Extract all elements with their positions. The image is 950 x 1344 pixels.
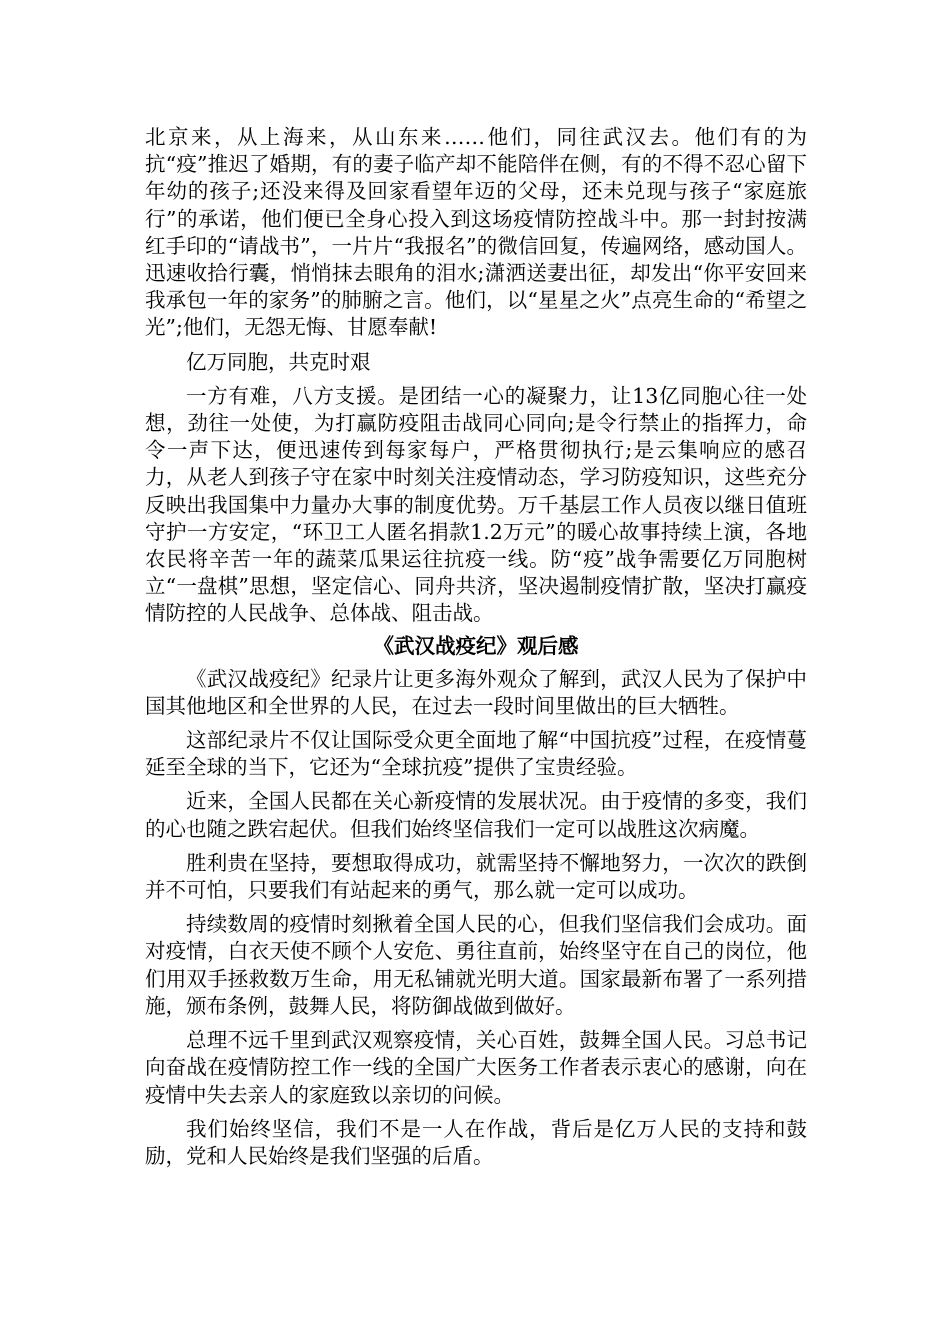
paragraph-unity: 一方有难，八方支援。是团结一心的凝聚力，让13亿同胞心往一处想，劲往一处使，为打赢防疫阻击战同心同向;是令行禁止的指挥力，命令一声下达，便迅速传到每家每户，严格贯彻执行;是云集响应的感召力，从老人到孩子守在家中时刻关注疫情动态，学习防疫知识，这些充分反映出我国集中力量办大事的制度优势。万千基层工作人员夜以继日值班守护一方安定，“环卫工人匿名捐款1.2万元”的暖心故事持续上演，各地农民将辛苦一年的蔬菜瓜果运往抗疫一线。防“疫”战争需要亿万同胞树立“一盘棋”思想，坚定信心、同舟共济，坚决遏制疫情扩散，坚决打赢疫情防控的人民战争、总体战、阻击战。 <box>145 383 807 626</box>
document-body <box>145 124 807 1177</box>
document-heading: 《武汉战疫纪》观后感 <box>373 633 579 658</box>
paragraph-4: 胜利贵在坚持，要想取得成功，就需坚持不懈地努力，一次次的跌倒并不可怕，只要我们有站起来的勇气，那么就一定可以成功。 <box>145 850 807 903</box>
paragraph-continuation: 北京来，从上海来，从山东来……他们，同往武汉去。他们有的为抗“疫”推迟了婚期，有的妻子临产却不能陪伴在侧，有的不得不忍心留下年幼的孩子;还没来得及回家看望年迈的父母，还未兑现与孩子“家庭旅行”的承诺，他们便已全身心投入到这场疫情防控战斗中。那一封封按满红手印的“请战书”，一片片“我报名”的微信回复，传遍网络，感动国人。迅速收拾行囊，悄悄抹去眼角的泪水;潇洒送妻出征，却发出“你平安回来我承包一年的家务”的肺腑之言。他们，以“星星之火”点亮生命的“希望之光”;他们，无怨无悔、甘愿奉献! <box>145 125 807 340</box>
paragraph-2: 这部纪录片不仅让国际受众更全面地了解“中国抗疫”过程，在疫情蔓延至全球的当下，它还为“全球抗疫”提供了宝贵经验。 <box>145 728 807 780</box>
paragraph-7: 我们始终坚信，我们不是一人在作战，背后是亿万人民的支持和鼓励，党和人民始终是我们坚强的后盾。 <box>145 1116 807 1168</box>
section-subtitle: 亿万同胞，共克时艰 <box>186 349 371 374</box>
paragraph-6: 总理不远千里到武汉观察疫情，关心百姓，鼓舞全国人民。习总书记向奋战在疫情防控工作一线的全国广大医务工作者表示衷心的感谢，向在疫情中失去亲人的家庭致以亲切的问候。 <box>145 1028 807 1107</box>
paragraph-5: 持续数周的疫情时刻揪着全国人民的心，但我们坚信我们会成功。面对疫情，白衣天使不顾个人安危、勇往直前，始终坚守在自己的岗位，他们用双手拯救数万生命，用无私铺就光明大道。国家最新布署了一系列措施，颁布条例，鼓舞人民，将防御战做到做好。 <box>145 912 807 1018</box>
paragraph-3: 近来，全国人民都在关心新疫情的发展状况。由于疫情的多变，我们的心也随之跌宕起伏。但我们始终坚信我们一定可以战胜这次病魔。 <box>145 789 807 841</box>
paragraph-1: 《武汉战疫纪》纪录片让更多海外观众了解到，武汉人民为了保护中国其他地区和全世界的人民，在过去一段时间里做出的巨大牺牲。 <box>145 666 807 718</box>
